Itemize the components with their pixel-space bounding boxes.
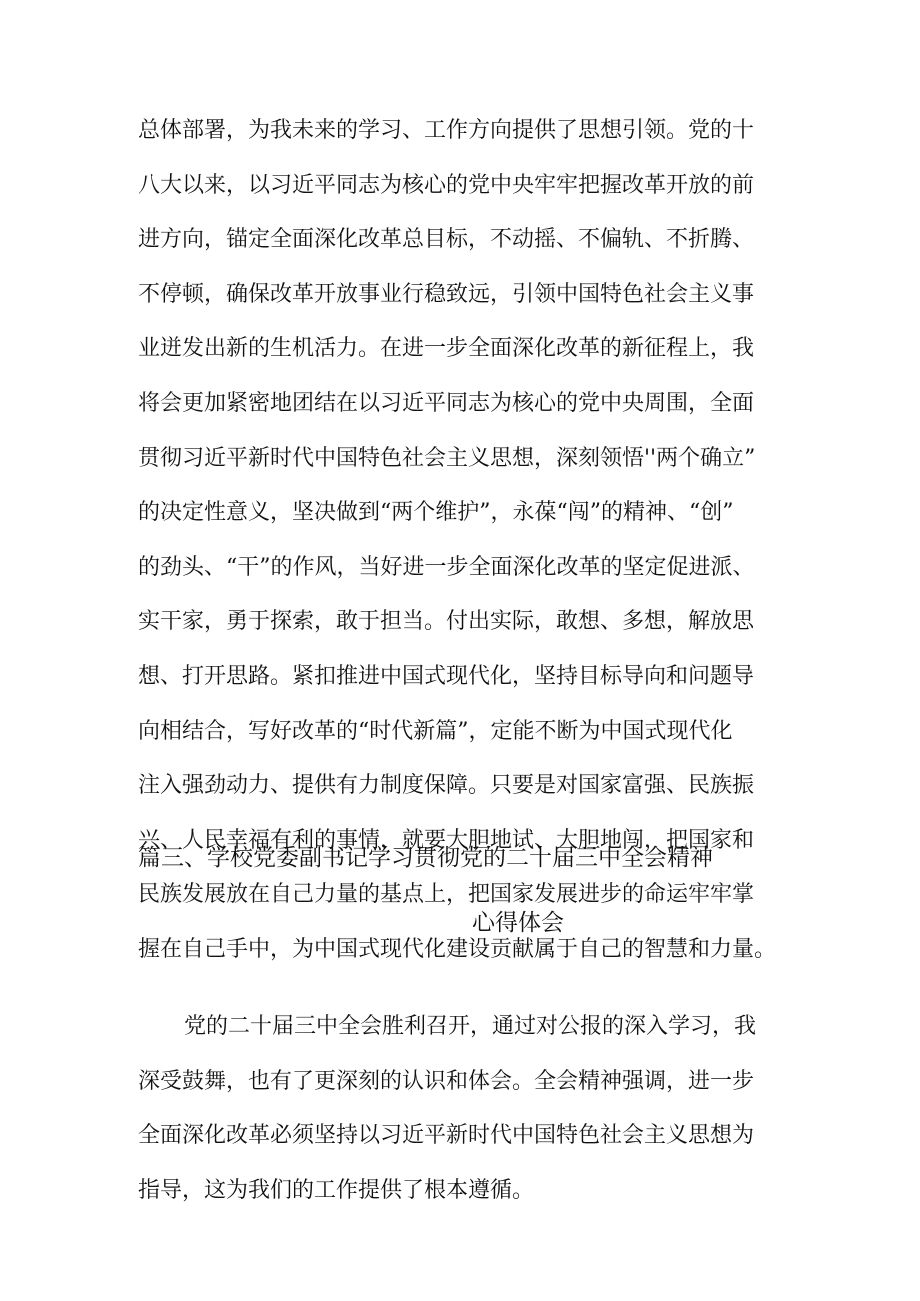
text-line: 贯彻习近平新时代中国特色社会主义思想，深刻领悟''两个确立” (138, 445, 756, 471)
text-line: 注入强劲动力、提供有力制度保障。只要是对国家富强、民族振 (138, 773, 755, 799)
text-line: 总体部署，为我未来的学习、工作方向提供了思想引领。党的十 (138, 118, 755, 143)
text-line: 深受鼓舞，也有了更深刻的认识和体会。全会精神强调，进一步 (138, 1068, 755, 1094)
text-line: 不停顿，确保改革开放事业行稳致远，引领中国特色社会主义事 (138, 281, 755, 307)
text-line: 握在自己手中，为中国式现代化建设贡献属于自己的智慧和力量。 (138, 936, 777, 962)
text-line: 党的二十届三中全会胜利召开，通过对公报的深入学习，我 (184, 1014, 757, 1039)
text-line: 民族发展放在自己力量的基点上，把国家发展进步的命运牢牢掌 (138, 882, 755, 908)
text-line: 向相结合，写好改革的“时代新篇”，定能不断为中国式现代化 (138, 718, 733, 744)
text-line: 将会更加紧密地团结在以习近平同志为核心的党中央周围，全面 (138, 390, 755, 416)
text-line: 业迸发出新的生机活力。在进一步全面深化改革的新征程上，我 (138, 336, 755, 362)
text-line: 的决定性意义，坚决做到“两个维护”，永葆“闯”的精神、“创” (138, 500, 734, 526)
text-line: 指导，这为我们的工作提供了根本遵循。 (138, 1177, 535, 1203)
text-line: 实干家，勇于探索，敢于担当。付出实际，敢想、多想，解放思 (138, 609, 755, 635)
text-line: 的劲头、“干”的作风，当好进一步全面深化改革的坚定促进派、 (138, 554, 755, 580)
text-line: 进方向，锚定全面深化改革总目标，不动摇、不偏轨、不折腾、 (138, 227, 755, 253)
section-heading: 篇三、学校党委副书记学习贯彻党的二十届三中全会精神 (138, 845, 713, 871)
section-heading-continued: 心得体会 (472, 910, 564, 936)
text-line: 全面深化改革必须坚持以习近平新时代中国特色社会主义思想为 (138, 1123, 755, 1149)
body-paragraph-2 (138, 1000, 798, 1218)
text-line: 想、打开思路。紧扣推进中国式现代化，坚持目标导向和问题导 (138, 663, 755, 689)
text-line: 兴、人民幸福有利的事情，就要大胆地试、大胆地闯，把国家和 (138, 827, 755, 853)
text-line: 八大以来，以习近平同志为核心的党中央牢牢把握改革开放的前 (138, 172, 755, 198)
